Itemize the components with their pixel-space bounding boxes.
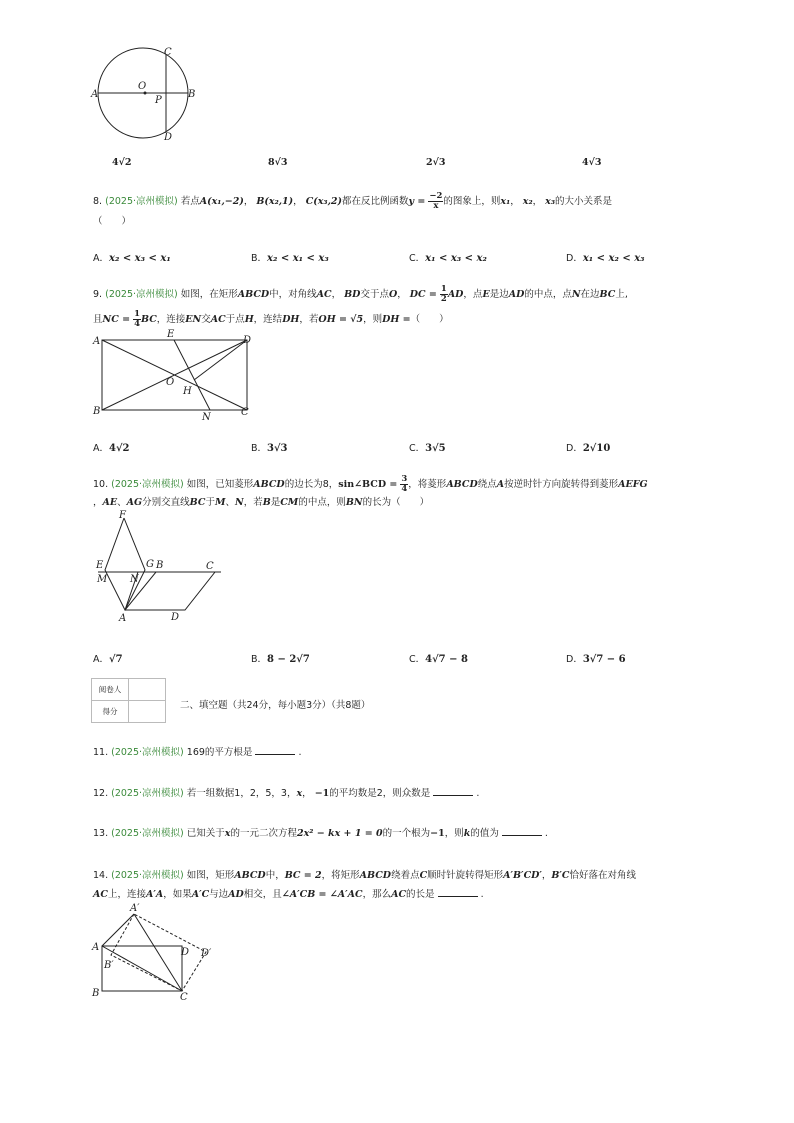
q14-text: 与边 — [209, 889, 229, 900]
q9-math: ABCD — [237, 289, 270, 300]
q9-stem-line2 — [93, 310, 449, 329]
q9-math: DH = — [382, 314, 411, 325]
q9-text: 在边 — [580, 289, 600, 300]
q9-number: 9. — [93, 289, 103, 300]
q10-text: 分别交直线 — [142, 497, 190, 508]
q13-text: 的一元二次方程 — [230, 828, 297, 839]
q14-label-b-prime: B′ — [104, 960, 114, 971]
q9-fraction-2: $\frac{1}{4}$ — [134, 309, 140, 329]
q10-number: 10. — [93, 479, 109, 490]
q10-text: 、 — [117, 497, 127, 508]
q14-text: 顺时针旋转得矩形 — [427, 870, 504, 881]
q14-label-a-prime: A′ — [130, 903, 140, 914]
q13-math: k — [463, 828, 471, 839]
q14-label-d-prime: D′ — [201, 948, 212, 959]
q14-math: AD — [228, 889, 244, 900]
q9-text: ，连接 — [156, 314, 186, 325]
q8-fraction: $\frac{-2}{x}$ — [429, 191, 443, 211]
q10-label-f: F — [119, 510, 126, 521]
q10-label-g: G — [146, 559, 154, 570]
q13-text: ，则 — [444, 828, 464, 839]
q10-label-m: M — [97, 574, 108, 585]
q14-math: ABCD — [234, 870, 266, 881]
q8-math-x3: x₃ — [545, 196, 555, 207]
q9-label-o: O — [166, 377, 175, 388]
q13-text: 的值为 — [470, 828, 499, 839]
q10-label-d: D — [171, 612, 180, 623]
q10-text: 绕点 — [477, 479, 497, 490]
q7-label-o: O — [138, 81, 147, 92]
q9-paren: （ ） — [410, 314, 449, 325]
q9-math: DC = — [409, 289, 437, 300]
q14-text: 相交，且 — [243, 889, 282, 900]
q9-math: EN — [185, 314, 202, 325]
q8-option-d[interactable]: D．x₁ < x₂ < x₃ — [566, 253, 645, 264]
q14-label-d: D — [181, 947, 190, 958]
q14-text: 如图，矩形 — [186, 870, 235, 881]
q7-label-c: C — [164, 47, 172, 58]
q13-math: 2x² − kx + 1 = 0 — [296, 828, 383, 839]
q14-math: A′C — [191, 889, 210, 900]
q14-stem-line1 — [93, 869, 636, 883]
q12-answer-blank[interactable] — [433, 786, 473, 796]
q14-text: ，那么 — [362, 889, 392, 900]
q11-end: . — [298, 747, 302, 758]
q8-text: ， — [243, 196, 254, 207]
q10-text: 是 — [270, 497, 281, 508]
q9-math: AC — [316, 289, 332, 300]
q11-source: (2025·凉州模拟) — [111, 747, 184, 758]
q13-math: −1 — [430, 828, 445, 839]
q10-stem-line1 — [93, 475, 648, 494]
q8-math-y: y = — [408, 196, 426, 207]
q9-text: 的中点，点 — [524, 289, 572, 300]
q10-label-n: N — [130, 574, 139, 585]
q8-math-x2: x₂ — [522, 196, 533, 207]
q9-label-h: H — [183, 386, 192, 397]
q9-text: ， — [331, 289, 342, 300]
q8-paren: （ ） — [93, 216, 132, 227]
q10-math: BN — [345, 497, 363, 508]
q10-source: (2025·凉州模拟) — [111, 479, 184, 490]
q12-number: 12. — [93, 788, 109, 799]
q10-math: CM — [280, 497, 299, 508]
q9-text: ， — [397, 289, 407, 300]
q8-math-a: A(x₁,−2) — [199, 196, 244, 207]
q10-text: ，若 — [243, 497, 263, 508]
q8-text: ， — [532, 196, 543, 207]
grader-label: 阅卷人 — [92, 679, 129, 701]
q14-text: 恰好落在对角线 — [569, 870, 637, 881]
q9-option-c[interactable]: C．3√5 — [409, 443, 446, 454]
q14-label-b: B — [92, 988, 100, 999]
q11-stem — [93, 745, 302, 760]
q9-text: 且 — [93, 314, 103, 325]
q9-option-d[interactable]: D．2√10 — [566, 443, 611, 454]
q9-label-a: A — [93, 336, 101, 347]
q13-text: 的一个根为 — [382, 828, 431, 839]
q12-source: (2025·凉州模拟) — [111, 788, 184, 799]
q11-answer-blank[interactable] — [255, 745, 295, 755]
q9-math: H — [244, 314, 254, 325]
q14-math: A′B′CD′ — [503, 870, 542, 881]
q9-stem-line1 — [93, 285, 628, 304]
q10-text: 的长为（ ） — [362, 497, 430, 508]
q12-end: . — [476, 788, 480, 799]
q9-label-c: C — [241, 407, 249, 418]
q14-text: ，将矩形 — [321, 870, 360, 881]
q12-math: −1 — [314, 788, 330, 799]
q9-math: OH = √5 — [318, 314, 364, 325]
q14-math: A′A — [145, 889, 164, 900]
q10-text: ， — [93, 497, 103, 508]
q9-option-b[interactable]: B．3√3 — [251, 443, 288, 454]
q9-math: DH — [282, 314, 300, 325]
q9-math: O — [388, 289, 398, 300]
q12-math: x — [296, 788, 303, 799]
q14-number: 14. — [93, 870, 109, 881]
q9-text: ，连结 — [253, 314, 283, 325]
q14-text: ，如果 — [163, 889, 192, 900]
q14-math: AC — [391, 889, 407, 900]
q9-text: 于点 — [225, 314, 245, 325]
q9-text: 中，对角线 — [269, 289, 317, 300]
q9-text: ，则 — [363, 314, 383, 325]
q9-math: NC = — [102, 314, 131, 325]
score-table — [91, 678, 166, 723]
q10-text: ，将菱形 — [408, 479, 447, 490]
q10-text: 如图，已知菱形 — [186, 479, 254, 490]
q7-label-d: D — [164, 132, 173, 143]
q8-stem — [93, 192, 612, 211]
q14-text: 的长是 — [406, 889, 435, 900]
q9-math: AD — [447, 289, 464, 300]
q9-label-n: N — [202, 412, 211, 423]
q8-text: 的大小关系是 — [554, 196, 612, 207]
q12-text: 若一组数据1，2，5，3， — [186, 788, 297, 799]
q8-math-b: B(x₂,1) — [256, 196, 294, 207]
q8-text: 都在反比例函数 — [342, 196, 409, 207]
q9-text: 如图，在矩形 — [180, 289, 238, 300]
q10-label-a: A — [119, 613, 127, 624]
q8-number: 8. — [93, 196, 103, 207]
q10-label-b: B — [156, 560, 164, 571]
q14-math: ∠A′CB = ∠A′AC — [281, 889, 363, 900]
q9-math: AC — [210, 314, 226, 325]
q9-math: BC — [599, 289, 616, 300]
q10-math: ABCD — [253, 479, 285, 490]
q14-text: 绕着点 — [391, 870, 420, 881]
q13-number: 13. — [93, 828, 109, 839]
q9-text: 交 — [201, 314, 211, 325]
q10-option-b[interactable]: B．8 − 2√7 — [251, 654, 310, 665]
q14-label-a: A — [92, 942, 100, 953]
q9-label-e: E — [167, 329, 175, 340]
q10-label-e: E — [96, 560, 104, 571]
q10-text: 按逆时针方向旋转得到菱形 — [504, 479, 619, 490]
q9-math: BD — [344, 289, 361, 300]
q8-text: ， — [293, 196, 303, 207]
q14-math: B′C — [551, 870, 570, 881]
q9-text: 交于点 — [360, 289, 389, 300]
q14-text: 中， — [265, 870, 285, 881]
q14-math: BC = 2 — [284, 870, 322, 881]
q9-rectangle-figure — [88, 328, 263, 424]
q13-end: . — [544, 828, 548, 839]
q14-end: . — [480, 889, 484, 900]
q7-label-b: B — [188, 89, 196, 100]
q10-text: 的边长为8， — [284, 479, 339, 490]
q13-source: (2025·凉州模拟) — [111, 828, 184, 839]
q14-math: C — [419, 870, 428, 881]
q10-math: N — [235, 497, 244, 508]
q14-math: ABCD — [359, 870, 392, 881]
q10-option-d[interactable]: D．3√7 − 6 — [566, 654, 626, 665]
q7-option-a[interactable]: 4√2 — [112, 157, 132, 168]
q9-math: AD — [508, 289, 525, 300]
q10-math: sin∠BCD = — [338, 479, 398, 490]
q12-text: ， — [302, 788, 312, 799]
q9-math: BC — [140, 314, 157, 325]
score-cell[interactable] — [129, 701, 166, 723]
q12-stem — [93, 786, 479, 801]
q14-answer-blank[interactable] — [438, 887, 478, 897]
q10-math: AEFG — [618, 479, 648, 490]
q10-math: A — [496, 479, 505, 490]
grader-cell[interactable] — [129, 679, 166, 701]
q10-math: M — [214, 497, 226, 508]
q8-math-c: C(x₃,2) — [305, 196, 342, 207]
q8-text: 若点 — [180, 196, 200, 207]
q14-text: ， — [541, 870, 552, 881]
q8-option-a[interactable]: A．x₂ < x₃ < x₁ — [93, 253, 171, 264]
q10-text: 于 — [205, 497, 215, 508]
q9-label-d: D — [243, 335, 252, 346]
q9-text: 上, — [615, 289, 628, 300]
q8-option-b[interactable]: B．x₂ < x₁ < x₃ — [251, 253, 329, 264]
q10-math: BC — [189, 497, 206, 508]
q10-rhombus-figure — [88, 508, 228, 626]
q11-text: 169的平方根是 — [186, 747, 253, 758]
q13-stem — [93, 826, 548, 841]
q7-circle-figure — [88, 40, 203, 150]
q9-source: (2025·凉州模拟) — [105, 289, 178, 300]
q10-math: AE — [102, 497, 118, 508]
q9-fraction-1: $\frac{1}{2}$ — [440, 284, 447, 304]
q14-label-c: C — [180, 992, 188, 1002]
q9-text: ，点 — [463, 289, 483, 300]
q8-math-x1: x₁ — [500, 196, 511, 207]
q10-option-c[interactable]: C．4√7 − 8 — [409, 654, 468, 665]
q10-option-a[interactable]: A．√7 — [93, 654, 123, 665]
q7-option-c[interactable]: 2√3 — [426, 157, 446, 168]
q8-option-c[interactable]: C．x₁ < x₃ < x₂ — [409, 253, 487, 264]
q10-math: ABCD — [446, 479, 478, 490]
q10-text: 的中点，则 — [298, 497, 346, 508]
q9-option-a[interactable]: A．4√2 — [93, 443, 130, 454]
score-label: 得分 — [92, 701, 129, 723]
q9-label-b: B — [93, 406, 101, 417]
q13-math: x — [224, 828, 231, 839]
q13-text: 已知关于 — [186, 828, 225, 839]
q14-math: AC — [93, 889, 108, 900]
q7-label-a: A — [91, 89, 99, 100]
q8-source: (2025·凉州模拟) — [105, 196, 178, 207]
q9-text: ，若 — [299, 314, 319, 325]
q7-label-p: P — [155, 95, 162, 106]
q9-math: N — [571, 289, 581, 300]
q8-text: ， — [510, 196, 520, 207]
q8-text: 的图象上，则 — [443, 196, 501, 207]
q14-source: (2025·凉州模拟) — [111, 870, 184, 881]
q11-number: 11. — [93, 747, 109, 758]
section-2-heading: 二、填空题（共24分，每小题3分）（共8题） — [180, 700, 371, 711]
q14-rotation-figure — [88, 900, 228, 1002]
q10-math: B — [262, 497, 271, 508]
q10-text: 、 — [225, 497, 235, 508]
q7-option-d[interactable]: 4√3 — [582, 157, 602, 168]
q10-math: AG — [126, 497, 143, 508]
q10-fraction: $\frac{3}{4}$ — [401, 474, 408, 494]
q7-option-b[interactable]: 8√3 — [268, 157, 288, 168]
q12-text: 的平均数是2，则众数是 — [329, 788, 431, 799]
q13-answer-blank[interactable] — [502, 826, 542, 836]
q9-math: E — [482, 289, 490, 300]
q14-text: 上，连接 — [107, 889, 146, 900]
q9-text: 是边 — [489, 289, 509, 300]
q10-label-c: C — [206, 561, 214, 572]
